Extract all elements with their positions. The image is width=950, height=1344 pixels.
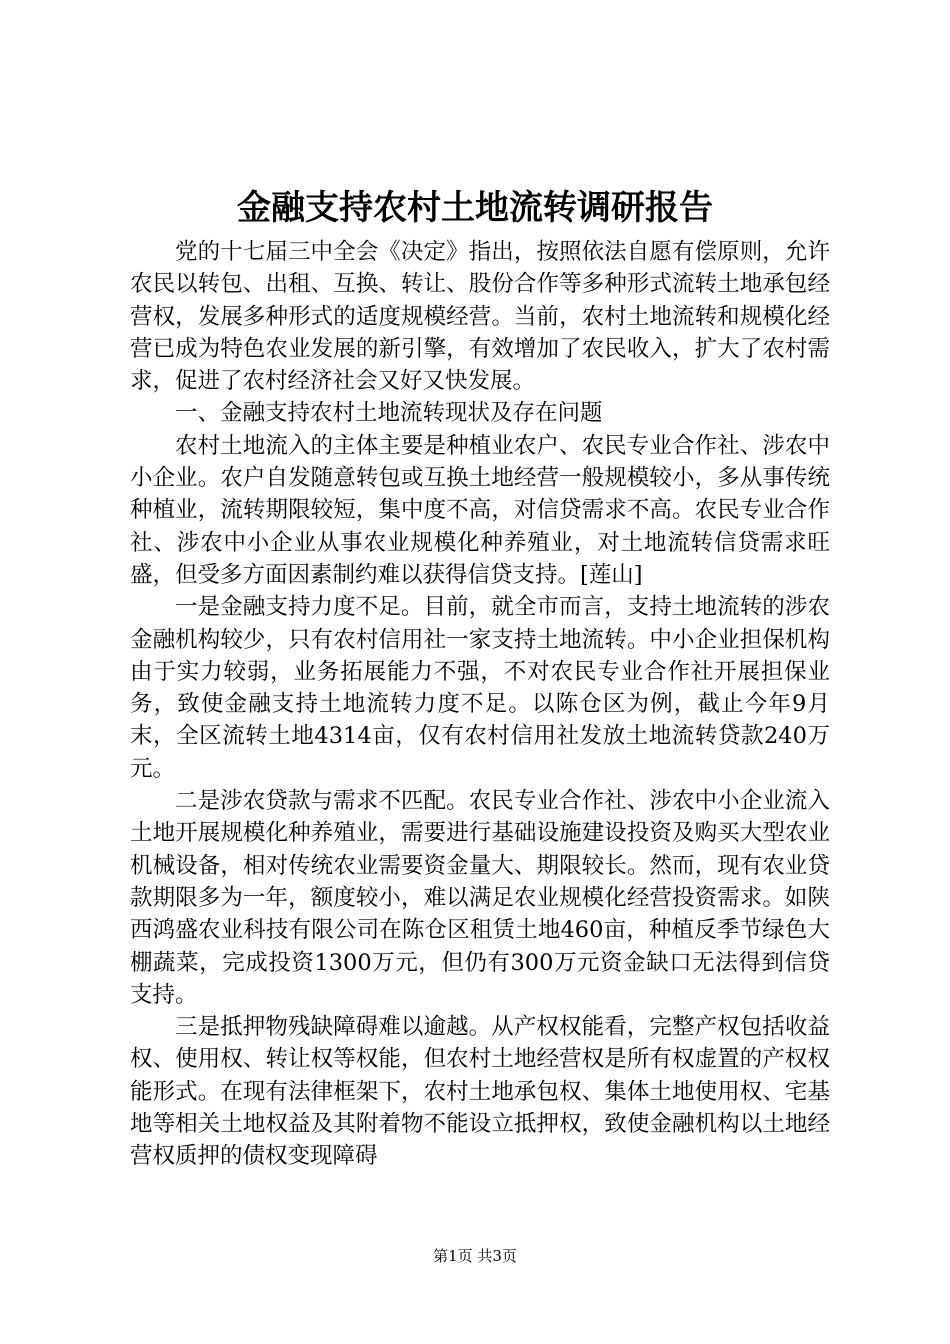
paragraph-point-2: 二是涉农贷款与需求不匹配。农民专业合作社、涉农中小企业流入土地开展规模化种养殖业，需要进行基础设施建设投资及购买大型农业机械设备，相对传统农业需要资金量大、期限较长。然而，现有农业贷款期限多为一年，额度较小，难以满足农业规模化经营投资需求。如陕西鸿盛农业科技有限公司在陈仓区租赁土地460亩，种植反季节绿色大棚蔬菜，完成投资1300万元，但仍有300万元资金缺口无法得到信贷支持。 [130,788,830,1008]
document-title: 金融支持农村土地流转调研报告 [237,188,713,228]
paragraph-intro: 党的十七届三中全会《决定》指出，按照依法自愿有偿原则，允许农民以转包、出租、互换、转让、股份合作等多种形式流转土地承包经营权，发展多种形式的适度规模经营。当前，农村土地流转和规模化经营已成为特色农业发展的新引擎，有效增加了农民收入，扩大了农村需求，促进了农村经济社会又好又快发展。 [130,239,830,395]
document-body [130,236,830,1173]
paragraph-point-1: 一是金融支持力度不足。目前，就全市而言，支持土地流转的涉农金融机构较少，只有农村信用社一家支持土地流转。中小企业担保机构由于实力较弱，业务拓展能力不强，不对农民专业合作社开展担保业务，致使金融支持土地流转力度不足。以陈仓区为例，截止今年9月末，全区流转土地4314亩，仅有农村信用社发放土地流转贷款240万元。 [130,594,830,782]
page-footer: 第1页 共3页 [433,1247,517,1265]
section-heading-1: 一、金融支持农村土地流转现状及存在问题 [175,400,603,427]
paragraph-point-3: 三是抵押物残缺障碍难以逾越。从产权权能看，完整产权包括收益权、使用权、转让权等权能，但农村土地经营权是所有权虚置的产权权能形式。在现有法律框架下，农村土地承包权、集体土地使用权、宅基地等相关土地权益及其附着物不能设立抵押权，致使金融机构以土地经营权质押的债权变现障碍 [130,1014,830,1170]
paragraph-status: 农村土地流入的主体主要是种植业农户、农民专业合作社、涉农中小企业。农户自发随意转包或互换土地经营一般规模较小，多从事传统种植业，流转期限较短，集中度不高，对信贷需求不高。农民专业合作社、涉农中小企业从事农业规模化种养殖业，对土地流转信贷需求旺盛，但受多方面因素制约难以获得信贷支持。[莲山] [130,432,830,588]
